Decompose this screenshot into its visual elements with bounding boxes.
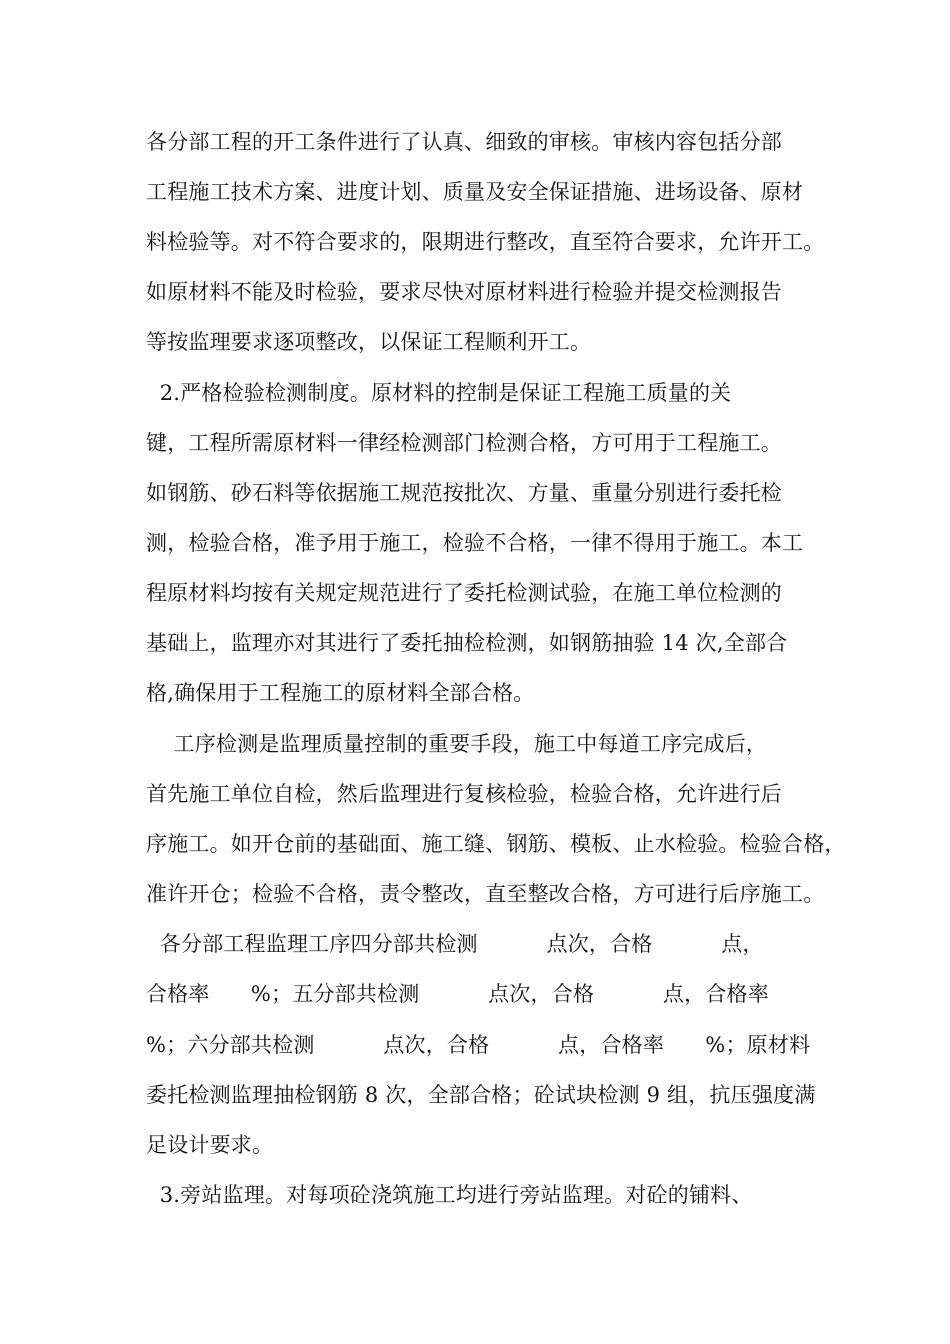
paragraph-line: 如原材料不能及时检验，要求尽快对原材料进行检验并提交检测报告 — [146, 280, 782, 304]
paragraph-line: 工程施工技术方案、进度计划、质量及安全保证措施、进场设备、原材 — [146, 180, 804, 204]
paragraph-line: 如钢筋、砂石料等依据施工规范按批次、方量、重量分别进行委托检 — [146, 481, 782, 505]
paragraph-line: 等按监理要求逐项整改，以保证工程顺利开工。 — [146, 330, 592, 354]
paragraph-line: 基础上，监理亦对其进行了委托抽检检测，如钢筋抽验 14 次,全部合 — [146, 631, 788, 655]
paragraph-line: 合格率 %；五分部共检测 点次，合格 点，合格率 — [146, 982, 769, 1006]
paragraph-line: 序施工。如开仓前的基础面、施工缝、钢筋、模板、止水检验。检验合格， — [146, 832, 846, 856]
paragraph-line: 各分部工程监理工序四分部共检测 点次，合格 点， — [146, 932, 764, 956]
paragraph-line: %；六分部共检测 点次，合格 点，合格率 %；原材料 — [146, 1033, 811, 1057]
paragraph-line: 2.严格检验检测制度。原材料的控制是保证工程施工质量的关 — [146, 381, 732, 405]
paragraph-line: 3.旁站监理。对每项砼浇筑施工均进行旁站监理。对砼的铺料、 — [146, 1183, 753, 1207]
paragraph-line: 准许开仓；检验不合格，责令整改，直至整改合格，方可进行后序施工。 — [146, 882, 825, 906]
paragraph-line: 程原材料均按有关规定规范进行了委托检测试验，在施工单位检测的 — [146, 581, 782, 605]
paragraph-line: 足设计要求。 — [146, 1133, 274, 1157]
paragraph-line: 格,确保用于工程施工的原材料全部合格。 — [146, 681, 535, 705]
paragraph-line: 首先施工单位自检，然后监理进行复核检验，检验合格，允许进行后 — [146, 782, 782, 806]
paragraph-line: 料检验等。对不符合要求的，限期进行整改，直至符合要求，允许开工。 — [146, 230, 825, 254]
paragraph-line: 各分部工程的开工条件进行了认真、细致的审核。审核内容包括分部 — [146, 130, 782, 154]
paragraph-line: 键，工程所需原材料一律经检测部门检测合格，方可用于工程施工。 — [146, 431, 782, 455]
paragraph-line: 委托检测监理抽检钢筋 8 次，全部合格；砼试块检测 9 组，抗压强度满 — [146, 1083, 816, 1107]
paragraph-line: 工序检测是监理质量控制的重要手段，施工中每道工序完成后， — [146, 732, 768, 756]
paragraph-line: 测，检验合格，准予用于施工，检验不合格，一律不得用于施工。本工 — [146, 531, 804, 555]
